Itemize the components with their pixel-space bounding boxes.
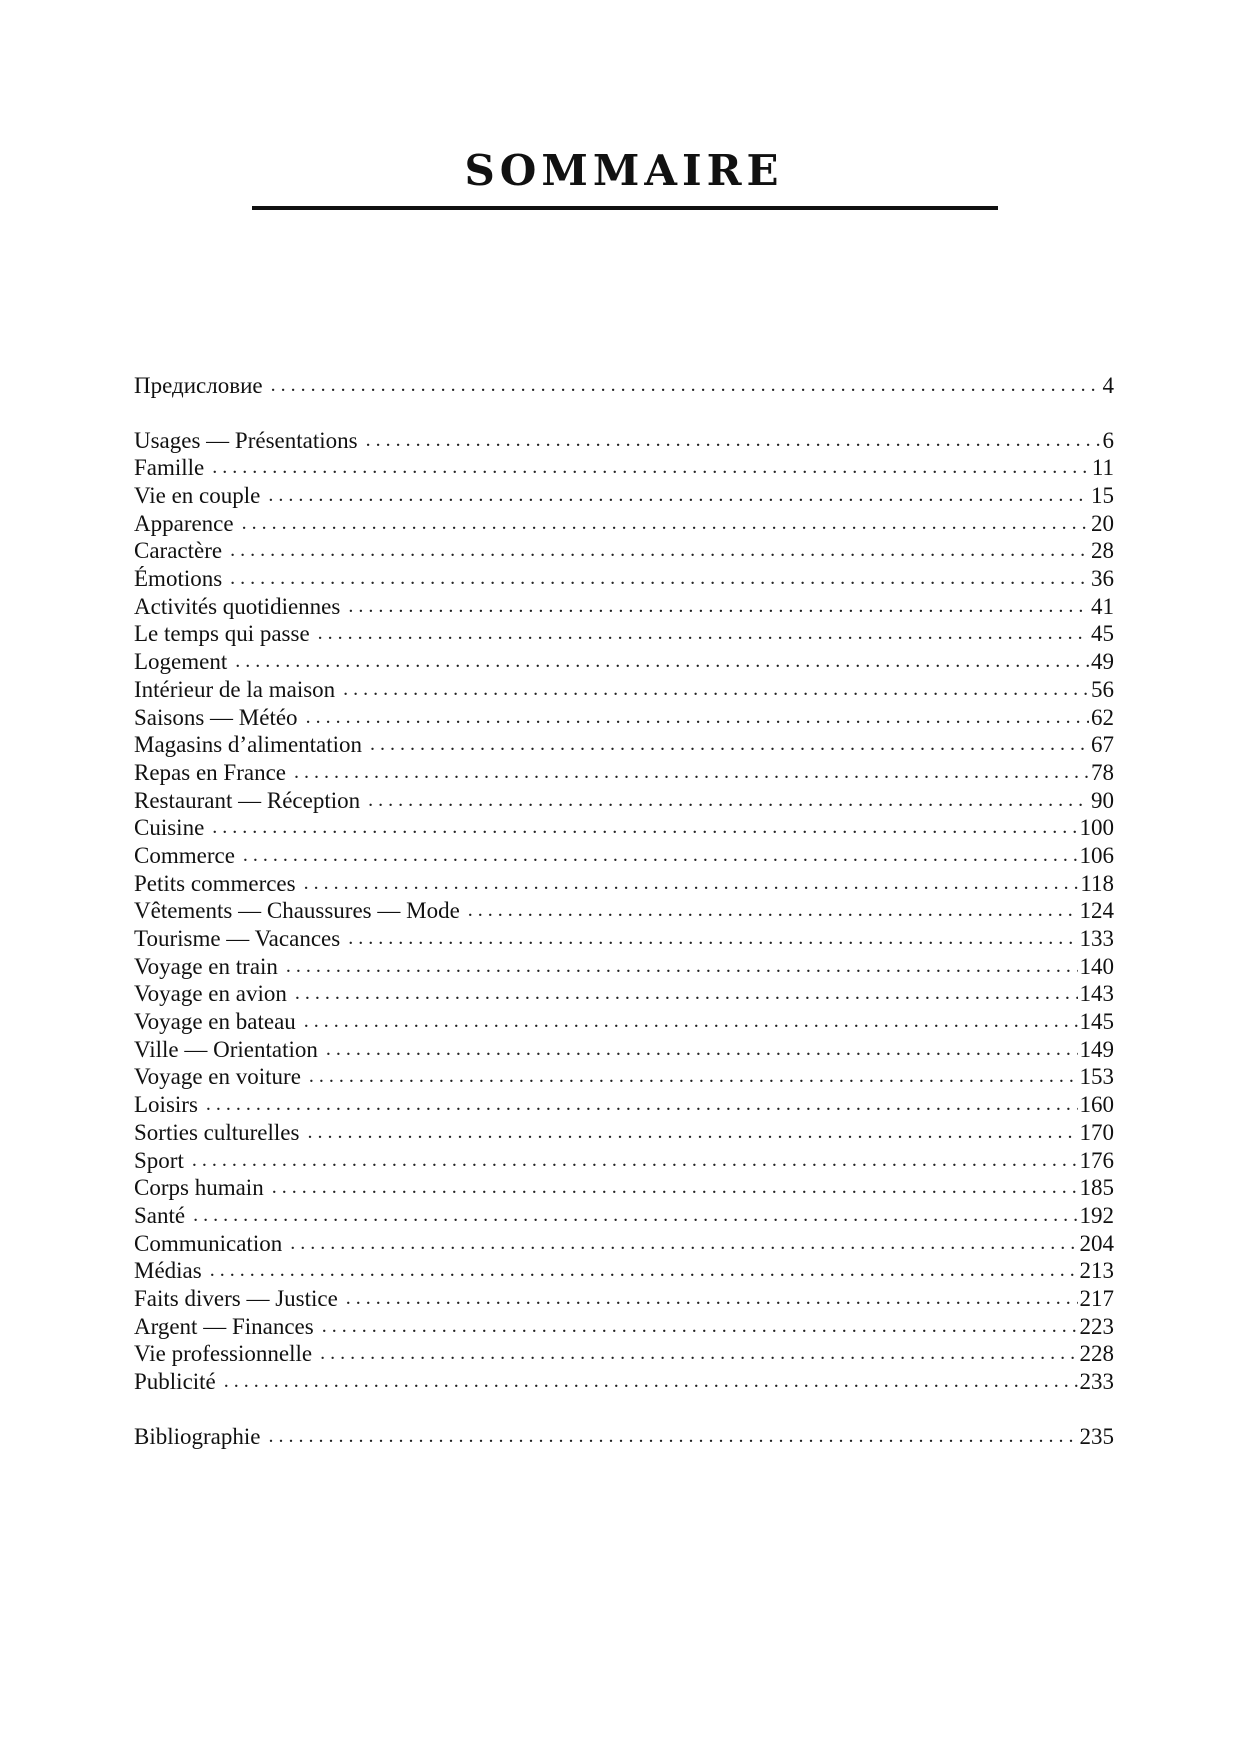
toc-row[interactable]: [134, 565, 1114, 593]
toc-entry-label: Commerce: [134, 842, 235, 868]
toc-row[interactable]: [134, 1368, 1114, 1396]
toc-page-number: 145: [1079, 1009, 1114, 1035]
toc-entry-label: Saisons — Météo: [134, 704, 298, 730]
dot-leader: [346, 1285, 1078, 1313]
toc-entry-label: Vêtements — Chaussures — Mode: [134, 898, 460, 924]
dot-leader: [343, 676, 1089, 704]
toc-entry-label: Communication: [134, 1230, 283, 1256]
dot-leader: [368, 787, 1089, 815]
dot-leader: [243, 842, 1078, 870]
dot-leader: [468, 897, 1078, 925]
dot-leader: [268, 1423, 1077, 1451]
toc-row[interactable]: [134, 787, 1114, 815]
toc-page-number: 223: [1079, 1313, 1114, 1339]
toc-page-number: 192: [1079, 1202, 1114, 1228]
toc-row[interactable]: [134, 1340, 1114, 1368]
toc-page-number: 11: [1091, 455, 1114, 481]
toc-row[interactable]: [134, 1147, 1114, 1175]
dot-leader: [290, 1230, 1077, 1258]
toc-row[interactable]: [134, 1036, 1114, 1064]
toc-entry-label: Restaurant — Réception: [134, 787, 361, 813]
toc-page-number: 20: [1091, 510, 1114, 536]
toc-entry-label: Sport: [134, 1147, 184, 1173]
toc-row[interactable]: [134, 1313, 1114, 1341]
dot-leader: [370, 731, 1089, 759]
toc-row[interactable]: [134, 704, 1114, 732]
dot-leader: [304, 1008, 1078, 1036]
toc-row[interactable]: [134, 925, 1114, 953]
dot-leader: [235, 648, 1089, 676]
toc-entry-label: Vie professionnelle: [134, 1341, 313, 1367]
toc-row[interactable]: [134, 1008, 1114, 1036]
toc-page-number: 204: [1079, 1230, 1114, 1256]
toc-page-number: 170: [1079, 1119, 1114, 1145]
dot-leader: [271, 372, 1101, 400]
toc-entry-label: Usages — Présentations: [134, 427, 358, 453]
toc-page-number: 56: [1091, 676, 1114, 702]
toc-page-number: 41: [1091, 593, 1114, 619]
dot-leader: [230, 537, 1089, 565]
toc-row[interactable]: [134, 1174, 1114, 1202]
dot-leader: [212, 454, 1090, 482]
toc-row[interactable]: [134, 1091, 1114, 1119]
toc-entry-label: Tourisme — Vacances: [134, 926, 341, 952]
toc-page-number: 213: [1079, 1258, 1114, 1284]
toc-entry-label: Logement: [134, 649, 228, 675]
toc-entry-label: Vie en couple: [134, 483, 261, 509]
toc-entry-label: Caractère: [134, 538, 223, 564]
toc-page-number: 235: [1079, 1423, 1114, 1449]
title-block: [250, 148, 998, 194]
toc-row[interactable]: [134, 1064, 1114, 1092]
toc-page-number: 118: [1080, 870, 1114, 896]
toc-row[interactable]: [134, 648, 1114, 676]
dot-leader: [348, 593, 1089, 621]
dot-leader: [206, 1091, 1078, 1119]
toc-entry-label: Activités quotidiennes: [134, 593, 341, 619]
toc-entry-label: Santé: [134, 1202, 186, 1228]
toc-page-number: 90: [1091, 787, 1114, 813]
toc-entry-label: Corps humain: [134, 1175, 264, 1201]
toc-entry-label: Médias: [134, 1258, 202, 1284]
toc-row[interactable]: [134, 759, 1114, 787]
dot-leader: [295, 980, 1078, 1008]
dot-leader: [318, 620, 1089, 648]
dot-leader: [306, 704, 1089, 732]
dot-leader: [348, 925, 1077, 953]
toc-row[interactable]: [134, 814, 1114, 842]
toc-page-number: 6: [1102, 427, 1114, 453]
dot-leader: [272, 1174, 1078, 1202]
toc-page-number: 28: [1091, 538, 1114, 564]
toc-row[interactable]: [134, 731, 1114, 759]
toc-page-number: 45: [1091, 621, 1114, 647]
dot-leader: [322, 1313, 1078, 1341]
toc-row-preface[interactable]: [134, 372, 1114, 400]
dot-leader: [307, 1119, 1077, 1147]
toc-row[interactable]: [134, 621, 1114, 649]
toc-row[interactable]: [134, 510, 1114, 538]
toc-page-number: 228: [1079, 1341, 1114, 1367]
dot-leader: [309, 1063, 1078, 1091]
chapter-list: [134, 427, 1114, 1396]
toc-page-number: 153: [1079, 1064, 1114, 1090]
toc-row[interactable]: [134, 676, 1114, 704]
toc-row[interactable]: [134, 482, 1114, 510]
toc-page-number: 124: [1079, 898, 1114, 924]
toc-page-number: 100: [1079, 815, 1114, 841]
toc-page-number: 233: [1079, 1369, 1114, 1395]
dot-leader: [193, 1202, 1077, 1230]
toc-row[interactable]: [134, 1202, 1114, 1230]
dot-leader: [286, 953, 1078, 981]
toc-entry-label: Le temps qui passe: [134, 621, 310, 647]
toc-row[interactable]: [134, 1119, 1114, 1147]
toc-page-number: 217: [1079, 1285, 1114, 1311]
title-underline: [252, 206, 998, 210]
toc-page-number: 140: [1079, 953, 1114, 979]
toc-page-number: 149: [1079, 1036, 1114, 1062]
toc-page-number: 67: [1091, 732, 1114, 758]
toc-entry-label: Publicité: [134, 1369, 216, 1395]
dot-leader: [210, 1257, 1078, 1285]
dot-leader: [320, 1340, 1077, 1368]
toc-row[interactable]: [134, 537, 1114, 565]
toc-entry-label: Émotions: [134, 566, 223, 592]
toc-entry-label: Faits divers — Justice: [134, 1285, 338, 1311]
toc-entry-label: Sorties culturelles: [134, 1119, 300, 1145]
toc-row[interactable]: [134, 870, 1114, 898]
dot-leader: [224, 1368, 1078, 1396]
dot-leader: [242, 510, 1089, 538]
toc-row[interactable]: [134, 842, 1114, 870]
dot-leader: [192, 1147, 1078, 1175]
toc-row[interactable]: [134, 1230, 1114, 1258]
toc-spacer: [134, 1396, 1114, 1423]
toc-row[interactable]: [134, 593, 1114, 621]
toc-row[interactable]: [134, 897, 1114, 925]
toc-page-number: 143: [1079, 981, 1114, 1007]
toc-page-number: 49: [1091, 649, 1114, 675]
toc-row[interactable]: [134, 1257, 1114, 1285]
toc-entry-label: Voyage en bateau: [134, 1009, 296, 1035]
toc-entry-label: Voyage en avion: [134, 981, 287, 1007]
toc-page-number: 15: [1091, 483, 1114, 509]
toc-page-number: 78: [1091, 759, 1114, 785]
toc-entry-label: Loisirs: [134, 1092, 198, 1118]
dot-leader: [230, 565, 1089, 593]
toc-page-number: 4: [1102, 372, 1114, 398]
toc-entry-label: Intérieur de la maison: [134, 676, 336, 702]
toc-spacer: [134, 400, 1114, 427]
toc-entry-label: Argent — Finances: [134, 1313, 314, 1339]
dot-leader: [294, 759, 1089, 787]
toc-row[interactable]: [134, 953, 1114, 981]
toc-row-bibliography[interactable]: [134, 1423, 1114, 1451]
toc-entry-label: Предисловие: [134, 372, 263, 398]
toc-page-number: 106: [1079, 842, 1114, 868]
dot-leader: [268, 482, 1089, 510]
toc-page-number: 185: [1079, 1175, 1114, 1201]
dot-leader: [326, 1036, 1078, 1064]
toc-row[interactable]: [134, 1285, 1114, 1313]
table-of-contents: [134, 372, 1114, 1450]
toc-row[interactable]: [134, 454, 1114, 482]
toc-entry-label: Voyage en voiture: [134, 1064, 301, 1090]
toc-page-number: 36: [1091, 566, 1114, 592]
toc-page-number: 176: [1079, 1147, 1114, 1173]
toc-page-number: 133: [1079, 926, 1114, 952]
dot-leader: [366, 427, 1101, 455]
dot-leader: [212, 814, 1077, 842]
toc-row[interactable]: [134, 980, 1114, 1008]
toc-entry-label: Ville — Orientation: [134, 1036, 318, 1062]
toc-entry-label: Petits commerces: [134, 870, 296, 896]
toc-entry-label: Cuisine: [134, 815, 205, 841]
toc-entry-label: Apparence: [134, 510, 234, 536]
toc-entry-label: Famille: [134, 455, 205, 481]
dot-leader: [304, 870, 1079, 898]
toc-row[interactable]: [134, 427, 1114, 455]
page-title: SOMMAIRE: [464, 146, 784, 195]
toc-entry-label: Voyage en train: [134, 953, 278, 979]
toc-entry-label: Repas en France: [134, 759, 286, 785]
toc-entry-label: Bibliographie: [134, 1423, 261, 1449]
toc-page-number: 160: [1079, 1092, 1114, 1118]
toc-page-number: 62: [1091, 704, 1114, 730]
toc-entry-label: Magasins d’alimentation: [134, 732, 363, 758]
